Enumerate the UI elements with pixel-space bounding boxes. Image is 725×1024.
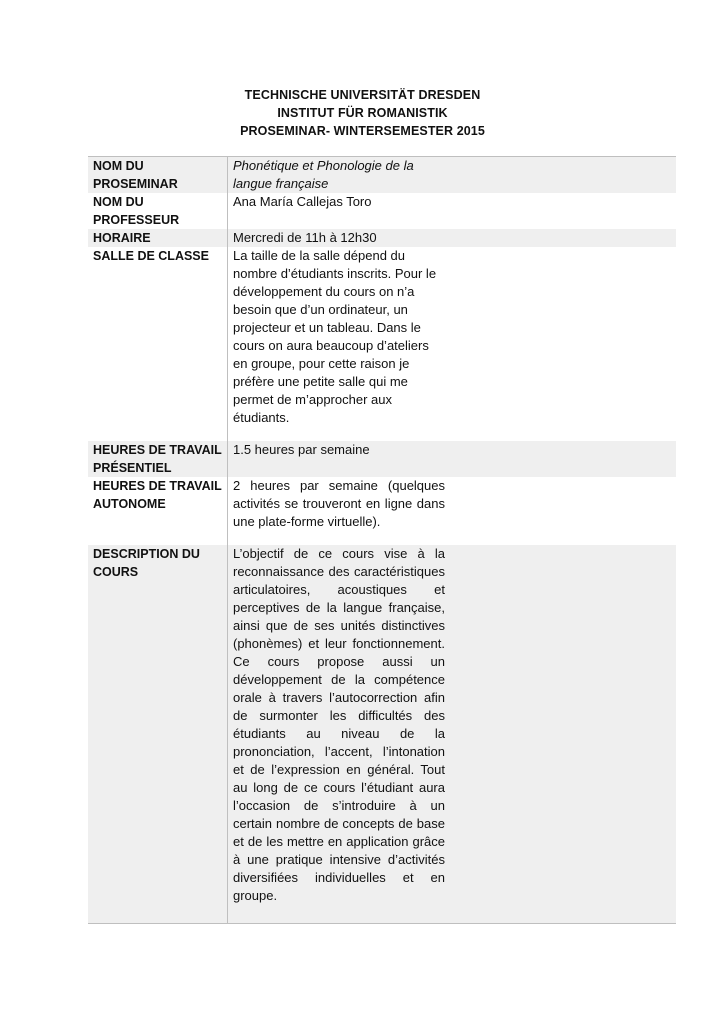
row-label: DESCRIPTION DU COURS <box>88 545 228 923</box>
table-row-salle <box>88 247 676 441</box>
table-row-proseminar <box>88 157 676 193</box>
schedule-value: Mercredi de 11h à 12h30 <box>233 230 377 245</box>
professor-name: Ana María Callejas Toro <box>233 194 372 209</box>
autonomous-hours-value: 2 heures par semaine (quelques activités se trouveront en ligne dans une plate-forme virtuelle). <box>233 478 445 529</box>
table-row-professeur <box>88 193 676 229</box>
row-value <box>228 193 676 229</box>
table-row-autonome <box>88 477 676 545</box>
institute-name: INSTITUT FÜR ROMANISTIK <box>277 106 448 120</box>
row-value <box>228 229 676 247</box>
course-info-table <box>88 156 676 924</box>
row-value <box>228 247 676 441</box>
row-value <box>228 441 676 477</box>
row-label: NOM DU PROSEMINAR <box>88 157 228 193</box>
row-label: NOM DU PROFESSEUR <box>88 193 228 229</box>
presential-hours-value: 1.5 heures par semaine <box>233 442 370 457</box>
row-label: HEURES DE TRAVAIL AUTONOME <box>88 477 228 545</box>
row-label: HORAIRE <box>88 229 228 247</box>
row-label: SALLE DE CLASSE <box>88 247 228 441</box>
row-value <box>228 477 676 545</box>
course-description-value: L’objectif de ce cours vise à la reconnaissance des caractéristiques articulatoires, acoustiques et perceptives de la langue française, ainsi que de ses unités distinctives (phonèmes) et leur fonctionnement. Ce cours propose aussi un développement de la compétence orale à travers l’autocorrection afin de surmonter les difficultés des étudiants au niveau de la prononciation, l’accent, l’intonation et de l’expression en général. Tout au long de ce cours l’étudiant aura l’occasion de s’introduire à un certain nombre de concepts de base et de les mettre en application grâce à une pratique intensive d’activités diversifiées individuelles et en groupe. <box>233 546 445 903</box>
seminar-title: PROSEMINAR- WINTERSEMESTER 2015 <box>240 124 485 138</box>
document-header <box>0 86 725 140</box>
university-name: TECHNISCHE UNIVERSITÄT DRESDEN <box>244 88 481 102</box>
proseminar-name: Phonétique et Phonologie de la langue française <box>233 158 414 191</box>
table-row-presentiel <box>88 441 676 477</box>
row-value <box>228 157 676 193</box>
table-row-description <box>88 545 676 924</box>
row-label: HEURES DE TRAVAIL PRÉSENTIEL <box>88 441 228 477</box>
row-value <box>228 545 676 923</box>
table-row-horaire <box>88 229 676 247</box>
classroom-value: La taille de la salle dépend du nombre d’étudiants inscrits. Pour le développement du cours on n’a besoin que d’un ordinateur, un projecteur et un tableau. Dans le cours on aura beaucoup d’ateliers en groupe, pour cette raison je préfère une petite salle qui me permet de m’approcher aux étudiants. <box>233 248 437 425</box>
